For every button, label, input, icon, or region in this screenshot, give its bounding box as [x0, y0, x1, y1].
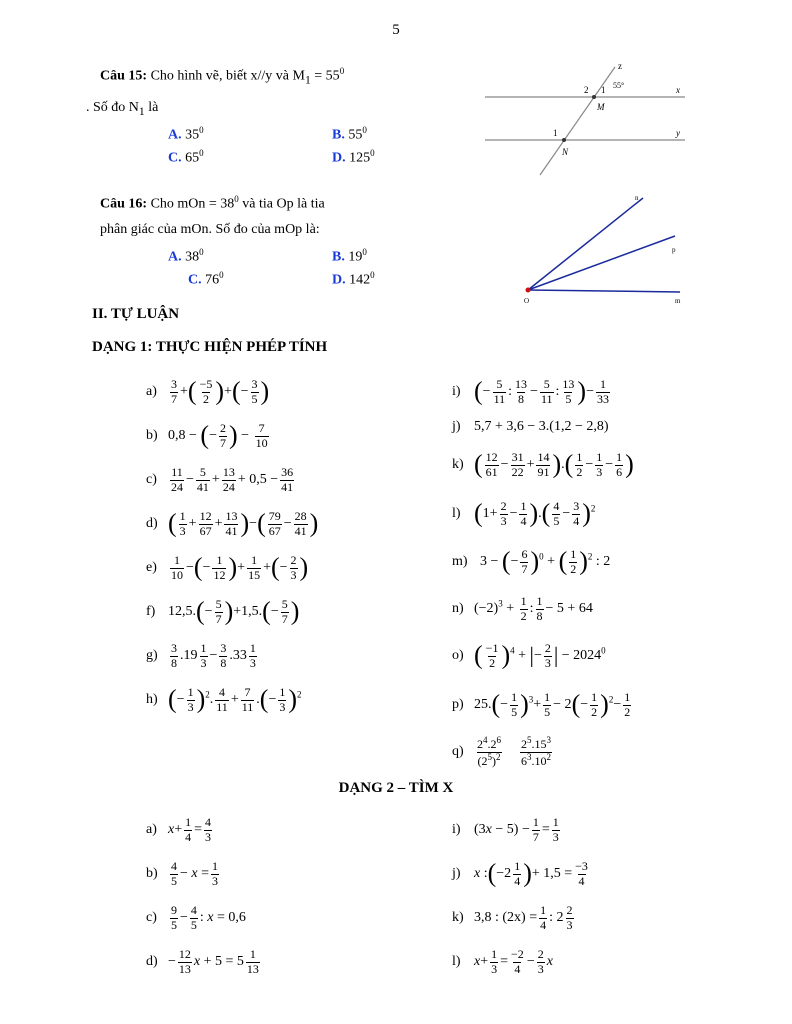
label2-c: c) — [146, 910, 157, 925]
q15-text: Cho hình vẽ, biết x//y và M — [150, 68, 305, 84]
label-i: i) — [452, 384, 461, 399]
q16-option-d[interactable]: D. $142^0$ — [332, 270, 375, 288]
label-y: y — [676, 128, 680, 138]
dang2-left-column: a) x+ $\frac{1}{4}$ = $\frac{4}{3}$ b) $\frac{4}{5}$ − x = $\frac{1}{3}$ c) $\frac{9}{5}$ − $\frac{4}{5}$ : x = 0,6 d) − $\frac{12}{13}$ x + 5 = 5 $\frac{1}{13}$ — [146, 815, 259, 976]
label-l: l) — [452, 506, 461, 521]
q16-text: Cho mOn = 38 — [150, 196, 235, 212]
q15-option-d[interactable]: D. $125^0$ — [332, 148, 375, 166]
q15-title: Câu 15: — [100, 68, 148, 84]
q15-text2b: là — [148, 100, 159, 115]
label-o: o) — [452, 648, 464, 663]
section-title: II. TỰ LUẬN — [92, 306, 180, 322]
q15-option-c[interactable]: C. $65^0$ — [168, 148, 204, 166]
label-angle: 55° — [613, 81, 625, 90]
dang2-title: DẠNG 2 – TÌM X — [338, 780, 454, 796]
label2-d: d) — [146, 954, 158, 969]
label-a: a) — [146, 384, 157, 399]
q16-figure — [515, 190, 695, 310]
label-m: M — [597, 102, 605, 112]
label-d: d) — [146, 516, 158, 531]
label-c: c) — [146, 472, 157, 487]
expr-j: 5,7 + 3,6 − 3.(1,2 − 2,8) — [474, 419, 609, 434]
label-x: x — [676, 85, 680, 95]
label-p: p) — [452, 697, 464, 712]
label-n: N — [562, 147, 569, 157]
q15-value: = 55 — [314, 68, 340, 84]
label-k: k) — [452, 457, 464, 472]
label-o: O — [524, 297, 530, 305]
label-n: n) — [452, 601, 464, 616]
label-1a: 1 — [601, 85, 606, 95]
label-m: m) — [452, 554, 468, 569]
label-b: b) — [146, 428, 158, 443]
label-h: h) — [146, 692, 158, 707]
page-number: 5 — [392, 22, 400, 38]
dang1-left-column: a) $\frac{3}{7}$ +( $\frac{-5}{2}$ )+(− $\frac{3}{5}$ ) b) 0,8 − (− $\frac{2}{7}$ ) − $\frac{7}{10}$ c) $\frac{11}{24}$ − $\frac{5}{41}$ + $\frac{13}{24}$ + 0,5 − $\frac{36}{41}$ d) ( $\frac{1}{3}$ + $\frac{12}{67}$ + $\frac{13}{41}$ )−( $\frac{79}{67}$ − $\frac{28}{41}$ ) e) $\frac{1}{10}$ −(− $\frac{1}{12}$ )+ $\frac{1}{15}$ +(− $\frac{2}{3}$ ) f) 12,5.(− $\frac{5}{7}$ )+1,5.(− $\frac{5}{7}$ ) g) $\frac{3}{8}$ .19 $\frac{1}{3}$ − $\frac{3}{8}$ .33 $\frac{1}{3}$ h) (− $\frac{1}{3}$ )$^2$. $\frac{4}{11}$ + $\frac{7}{11}$ .(− $\frac{1}{3}$ )$^2$ — [146, 377, 319, 714]
q15-option-b[interactable]: B. $55^0$ — [332, 125, 367, 143]
label2-k: k) — [452, 910, 464, 925]
label-f: f) — [146, 604, 156, 619]
label-z: z — [618, 61, 622, 71]
q16-option-a[interactable]: A. $38^0$ — [168, 247, 204, 265]
label-1b: 1 — [553, 128, 558, 138]
dang1-title: DẠNG 1: THỰC HIỆN PHÉP TÍNH — [92, 339, 328, 355]
q16-option-c[interactable]: C. $76^0$ — [188, 270, 224, 288]
label-g: g) — [146, 648, 158, 663]
label-nn: n — [635, 194, 639, 202]
label-p: p — [672, 246, 676, 254]
q16-option-b[interactable]: B. $19^0$ — [332, 247, 367, 265]
dang1-right-column: i) (− $\frac{5}{11}$ : $\frac{13}{8}$ − $\frac{5}{11}$ : $\frac{13}{5}$ )− $\frac{1}{33}$ j) 5,7 + 3,6 − 3.(1,2 − 2,8) k) ( $\frac{12}{61}$ − $\frac{31}{22}$ + $\frac{14}{91}$ ).( $\frac{1}{2}$ − $\frac{1}{3}$ − $\frac{1}{6}$ ) l) (1+ $\frac{2}{3}$ − $\frac{1}{4}$ ).( $\frac{4}{5}$ − $\frac{3}{4}$ )$^2$ m) 3 − (− $\frac{6}{7}$ )$^0$ + ( $\frac{1}{2}$ )$^2$ : 2 n) $(-2)^3$ + $\frac{1}{2}$ : $\frac{1}{8}$ − 5 + 64 o) ( $\frac{-1}{2}$ )$^4$ + |− $\frac{2}{3}$ | − $2024^0$ p) 25.(− $\frac{1}{5}$ )$^3$+ $\frac{1}{5}$ − 2(− $\frac{1}{2}$ )$^2$− $\frac{1}{2}$ q) $\frac{2^4.2^6}{(2^5)^2}$ $\frac{2^5.15^3}{6^3.10^2}$ — [452, 377, 634, 768]
label-mm: m — [675, 297, 681, 305]
q16-text-b: và tia Op là tia — [242, 196, 325, 212]
q15-line2 — [86, 100, 158, 118]
label2-l: l) — [452, 954, 461, 969]
label-e: e) — [146, 560, 157, 575]
label-2: 2 — [584, 85, 589, 95]
expr-k2: 3,8 : (2x) = — [474, 910, 538, 926]
q15-text2: . Số đo N — [86, 100, 139, 115]
label2-a: a) — [146, 822, 157, 837]
label2-i: i) — [452, 822, 461, 837]
q16-title: Câu 16: — [100, 196, 148, 212]
label2-b: b) — [146, 866, 158, 881]
dang2-right-column: i) (3x − 5) − $\frac{1}{7}$ = $\frac{1}{3}$ j) x :(−2 $\frac{1}{4}$ )+ 1,5 = $\frac{-3}{4}$ k) 3,8 : (2x) = $\frac{1}{4}$ : 2 $\frac{2}{3}$ l) x+ $\frac{1}{3}$ = $\frac{-2}{4}$ − $\frac{2}{3}$ x — [452, 815, 588, 976]
label-j: j) — [452, 419, 461, 434]
q15-option-a[interactable]: A. $35^0$ — [168, 125, 204, 143]
q15-figure — [480, 55, 690, 180]
q16-text2: phân giác của mOn. Số đo của mOp là: — [100, 222, 320, 237]
question-16: Câu 16: Cho mOn = $38^0$ và tia Op là tia — [100, 194, 325, 212]
question-15: Câu 15: Cho hình vẽ, biết x//y và $M_1 = 55^0$ — [100, 66, 345, 87]
label2-j: j) — [452, 866, 461, 881]
q15-sub2: 1 — [138, 104, 145, 118]
label-q: q) — [452, 744, 464, 759]
q15-sub: 1 — [304, 73, 311, 87]
